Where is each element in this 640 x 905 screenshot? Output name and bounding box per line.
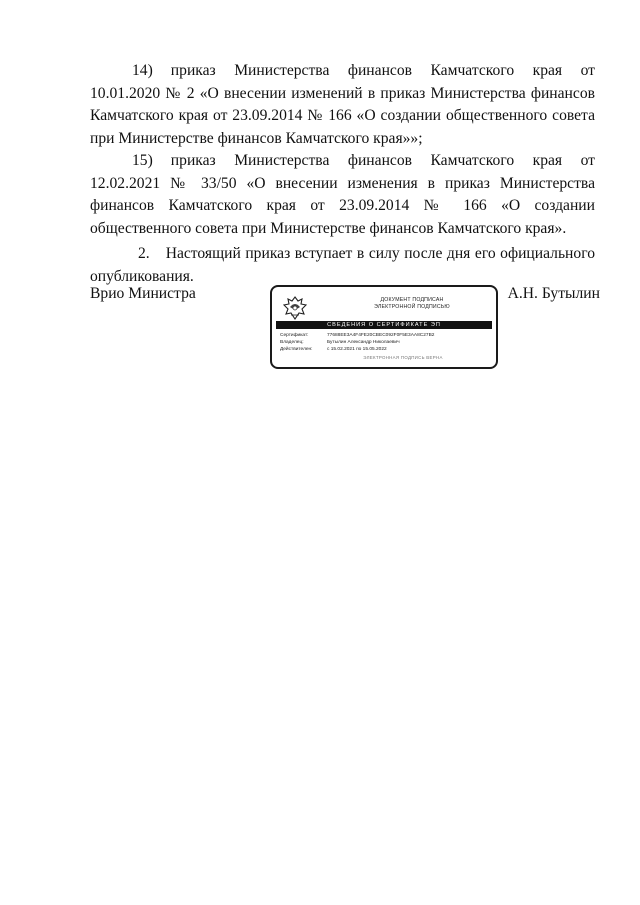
owner-row xyxy=(280,339,492,346)
signatory-name: А.Н. Бутылин xyxy=(507,285,600,302)
stamp-heading-line: ДОКУМЕНТ ПОДПИСАН xyxy=(380,297,444,303)
owner-value: Бутылин Александр Николаевич xyxy=(327,340,400,345)
list-item-14 xyxy=(90,60,595,150)
certificate-details xyxy=(280,332,492,353)
owner-label: Владелец: xyxy=(280,340,304,345)
stamp-heading xyxy=(332,297,492,311)
certificate-info-bar: СВЕДЕНИЯ О СЕРТИФИКАТЕ ЭП xyxy=(276,321,492,329)
electronic-signature-stamp xyxy=(270,285,498,369)
list-item-15 xyxy=(90,150,595,240)
validity-value: с 15.02.2021 по 15.05.2022 xyxy=(327,347,387,352)
list-item-text: приказ Министерства финансов Камчатского края от 10.01.2020 № 2 «О внесении изменений в приказ Министерства финансов Камчатского края от 23.09.2014 № 166 «О создании общественного совета при Министерстве финансов Камчатского края»»; xyxy=(90,62,595,147)
validity-row xyxy=(280,346,492,353)
certificate-label: Сертификат: xyxy=(280,333,309,338)
stamp-heading-line: ЭЛЕКТРОННОЙ ПОДПИСЬЮ xyxy=(374,304,450,310)
validity-label: Действителен: xyxy=(280,347,313,352)
list-item-text: приказ Министерства финансов Камчатского края от 12.02.2021 № 33/50 «О внесении изменения в приказ Министерства финансов Камчатского края от 23.09.2014 № 166 «О создании общественного совета при Министерстве финансов Камчатского края». xyxy=(90,152,595,237)
clause-number: 2. xyxy=(138,245,150,262)
list-item-number: 14) xyxy=(132,62,153,79)
certificate-row xyxy=(280,332,492,339)
signatory-title: Врио Министра xyxy=(90,285,196,302)
signature-valid-note: ЭЛЕКТРОННАЯ ПОДПИСЬ ВЕРНА xyxy=(363,355,443,360)
coat-of-arms-icon xyxy=(282,295,308,321)
signature-block xyxy=(90,285,600,375)
document-body xyxy=(90,60,595,288)
clause-text: Настоящий приказ вступает в силу после дня его официального опубликования. xyxy=(90,245,595,285)
certificate-value: 77688EE3A4F4FE20CBEC092F0F5E3AA8C27B2 xyxy=(327,333,435,338)
list-item-number: 15) xyxy=(132,152,153,169)
clause-2 xyxy=(90,243,595,288)
